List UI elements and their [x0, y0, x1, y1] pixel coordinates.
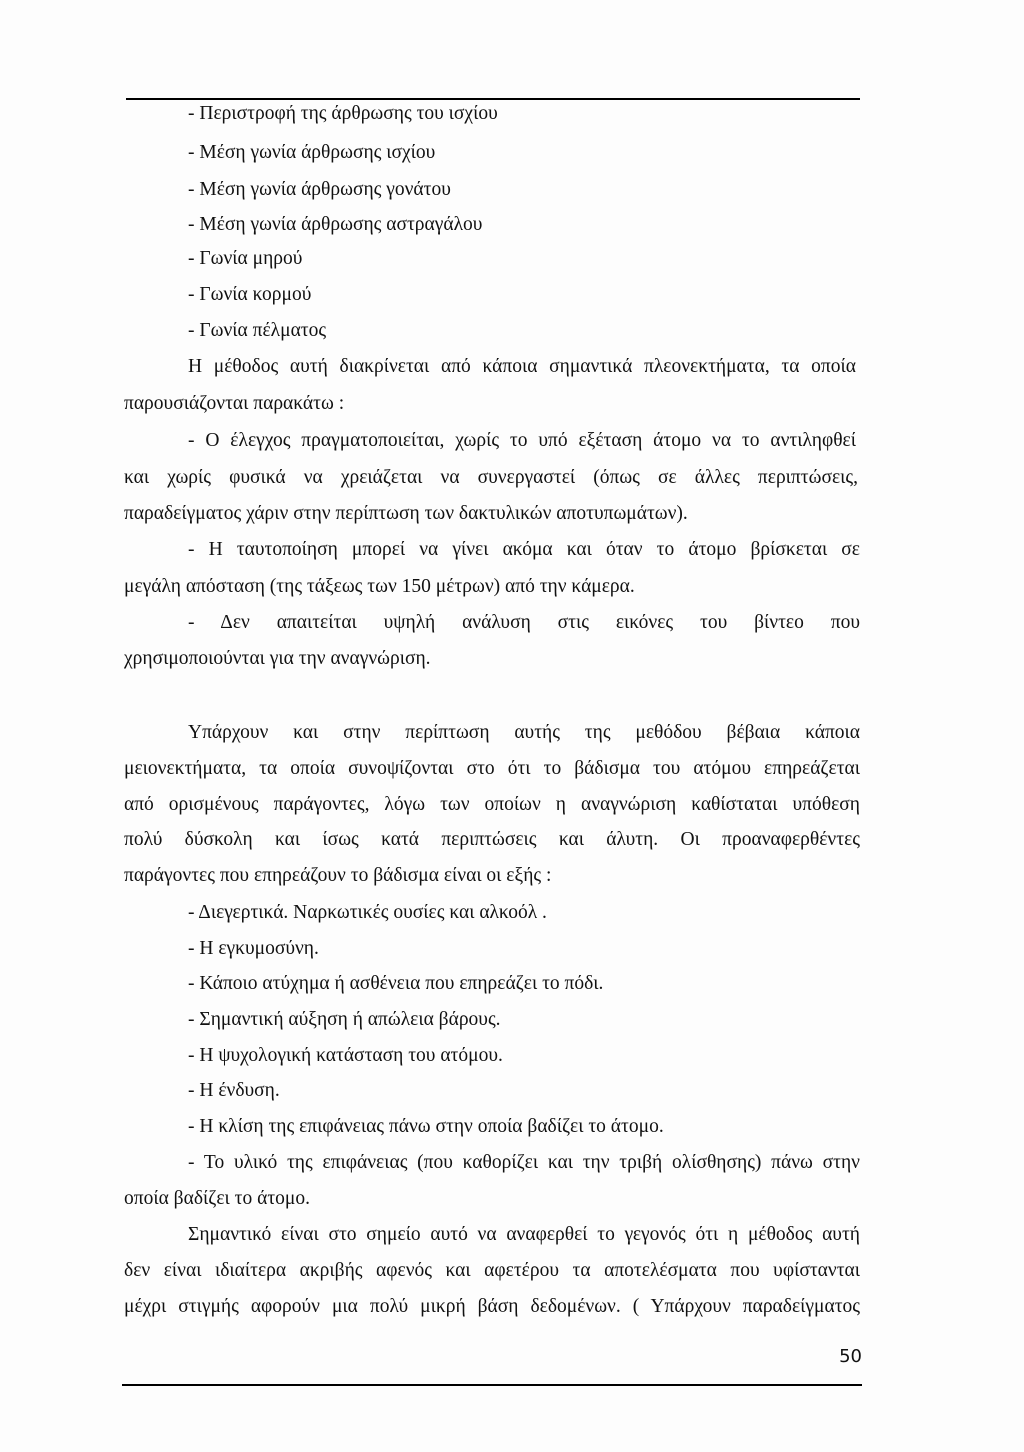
advantage-point-line: και χωρίς φυσικά να χρειάζεται να συνεργαστεί (όπως σε άλλες περιπτώσεις,: [124, 467, 858, 488]
advantages-intro-line: παρουσιάζονται παρακάτω :: [124, 393, 345, 414]
paragraph-line: παράγοντες που επηρεάζουν το βάδισμα είναι οι εξής :: [124, 865, 552, 886]
factor-item: - Η κλίση της επιφάνειας πάνω στην οποία βαδίζει το άτομο.: [188, 1116, 664, 1137]
closing-line: δεν είναι ιδιαίτερα ακριβής αφενός και αφετέρου τα αποτελέσματα που υφίστανται: [124, 1260, 860, 1281]
advantages-intro-line: Η μέθοδος αυτή διακρίνεται από κάποια σημαντικά πλεονεκτήματα, τα οποία: [188, 356, 856, 377]
bullet-item: - Γωνία πέλματος: [188, 320, 327, 341]
top-rule: [126, 98, 860, 100]
factor-item: οποία βαδίζει το άτομο.: [124, 1188, 310, 1209]
closing-line: μέχρι στιγμής αφορούν μια πολύ μικρή βάση δεδομένων. ( Υπάρχουν παραδείγματος: [124, 1296, 860, 1317]
paragraph-line: μειονεκτήματα, τα οποία συνοψίζονται στο ότι το βάδισμα του ατόμου επηρεάζεται: [124, 758, 860, 779]
advantage-point-line: - Ο έλεγχος πραγματοποιείται, χωρίς το υπό εξέταση άτομο να το αντιληφθεί: [188, 430, 856, 451]
closing-line: Σημαντικό είναι στο σημείο αυτό να αναφερθεί το γεγονός ότι η μέθοδος αυτή: [188, 1224, 860, 1245]
paragraph-line: Υπάρχουν και στην περίπτωση αυτής της μεθόδου βέβαια κάποια: [188, 722, 860, 743]
paragraph-line: από ορισμένους παράγοντες, λόγω των οποίων η αναγνώριση καθίσταται υπόθεση: [124, 794, 860, 815]
bullet-item: - Μέση γωνία άρθρωσης γονάτου: [188, 179, 451, 200]
paragraph-line: πολύ δύσκολη και ίσως κατά περιπτώσεις και άλυτη. Οι προαναφερθέντες: [124, 829, 860, 850]
bottom-rule: [122, 1384, 862, 1386]
advantage-point-line: - Η ταυτοποίηση μπορεί να γίνει ακόμα και όταν το άτομο βρίσκεται σε: [188, 539, 860, 560]
factor-item: - Διεγερτικά. Ναρκωτικές ουσίες και αλκοόλ .: [188, 902, 547, 923]
factor-item: - Κάποιο ατύχημα ή ασθένεια που επηρεάζει το πόδι.: [188, 973, 604, 994]
factor-item: - Η εγκυμοσύνη.: [188, 938, 319, 959]
factor-item: - Σημαντική αύξηση ή απώλεια βάρους.: [188, 1009, 501, 1030]
page-number: 50: [839, 1346, 862, 1367]
advantage-point-line: παραδείγματος χάριν στην περίπτωση των δακτυλικών αποτυπωμάτων).: [124, 503, 688, 524]
bullet-item: - Περιστροφή της άρθρωσης του ισχίου: [188, 103, 498, 124]
advantage-point-line: - Δεν απαιτείται υψηλή ανάλυση στις εικόνες του βίντεο που: [188, 612, 860, 633]
bullet-item: - Γωνία κορμού: [188, 284, 312, 305]
advantage-point-line: χρησιμοποιούνται για την αναγνώριση.: [124, 648, 431, 669]
factor-item: - Το υλικό της επιφάνειας (που καθορίζει και την τριβή ολίσθησης) πάνω στην: [188, 1152, 860, 1173]
factor-item: - Η ένδυση.: [188, 1080, 280, 1101]
bullet-item: - Μέση γωνία άρθρωσης ισχίου: [188, 142, 436, 163]
bullet-item: - Μέση γωνία άρθρωσης αστραγάλου: [188, 214, 483, 235]
factor-item: - Η ψυχολογική κατάσταση του ατόμου.: [188, 1045, 503, 1066]
advantage-point-line: μεγάλη απόσταση (της τάξεως των 150 μέτρων) από την κάμερα.: [124, 576, 635, 597]
bullet-item: - Γωνία μηρού: [188, 248, 303, 269]
